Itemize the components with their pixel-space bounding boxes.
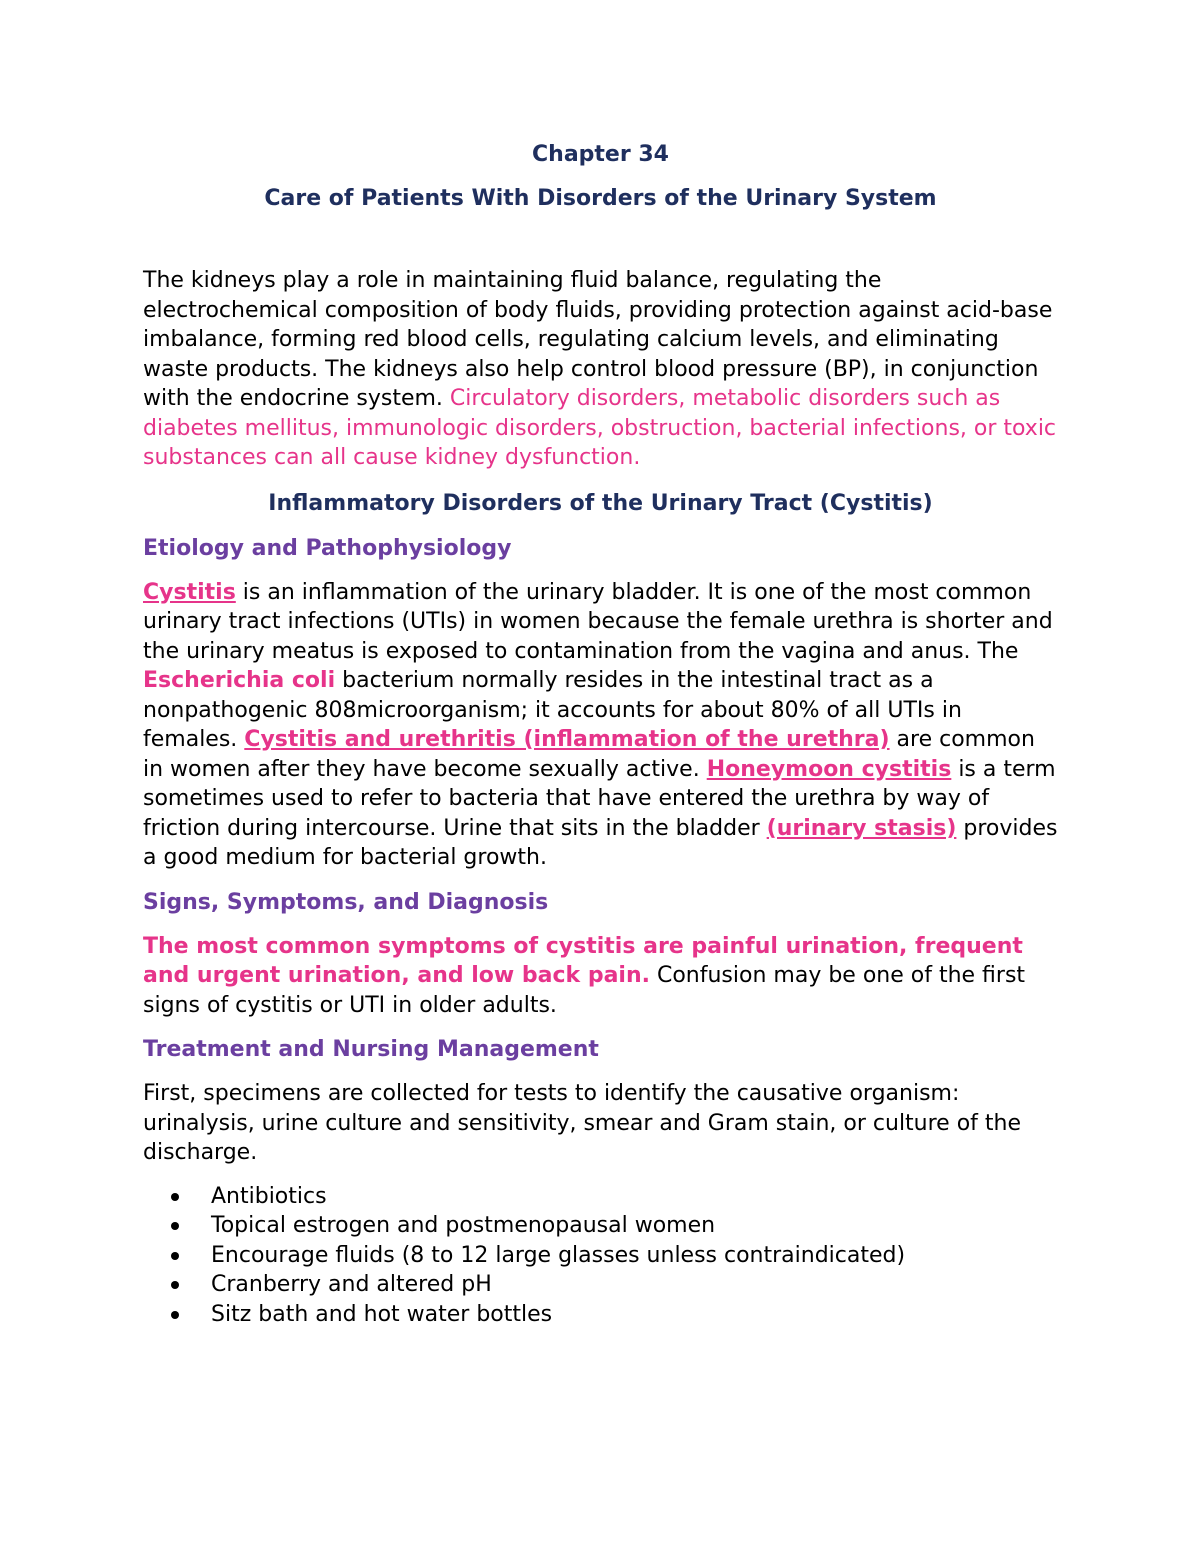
intro-highlight: Circulatory disorders, metabolic disorders such as diabetes mellitus, immunologic disorders, obstruction, bacterial infections, or toxic substances can all cause kidney dysfunction. bbox=[143, 386, 1057, 470]
signs-text: Confusion may be one of the first signs of cystitis or UTI in older adults. bbox=[143, 963, 1026, 1018]
bullet-icon bbox=[171, 1193, 179, 1201]
term-urethritis: Cystitis and urethritis (inflammation of the urethra) bbox=[244, 727, 890, 752]
list-item bbox=[211, 1182, 1058, 1212]
etiology-paragraph bbox=[143, 578, 1058, 873]
etiology-text-4: is a term sometimes used to refer to bacteria that have entered the urethra by way of friction during intercourse. Urine that sits in the bladder bbox=[143, 756, 1056, 841]
term-urinary-stasis: (urinary stasis) bbox=[766, 815, 957, 841]
list-item-label: Encourage fluids (8 to 12 large glasses unless contraindicated) bbox=[211, 1242, 906, 1268]
treatment-list bbox=[143, 1182, 1058, 1330]
signs-paragraph bbox=[143, 932, 1058, 1021]
bullet-icon bbox=[171, 1311, 179, 1319]
intro-paragraph bbox=[143, 266, 1058, 473]
etiology-text-1: is an inflammation of the urinary bladder. It is one of the most common urinary tract infections (UTIs) in women because the female urethra is shorter and the urinary meatus is exposed to contamination from the vagina and anus. The bbox=[143, 579, 1053, 664]
etiology-text-5: provides a good medium for bacterial growth. bbox=[143, 815, 1058, 870]
bullet-icon bbox=[171, 1281, 179, 1289]
section-heading: Inflammatory Disorders of the Urinary Tract (Cystitis) bbox=[268, 490, 933, 516]
etiology-text-2: bacterium normally resides in the intestinal tract as a nonpathogenic 808microorganism; it accounts for about 80% of all UTIs in females. bbox=[143, 668, 962, 752]
term-honeymoon-cystitis: Honeymoon cystitis bbox=[706, 756, 952, 782]
document-page bbox=[143, 138, 1058, 1329]
list-item bbox=[211, 1300, 1058, 1330]
term-cystitis: Cystitis bbox=[143, 579, 236, 605]
treatment-paragraph: First, specimens are collected for tests to identify the causative organism: urinalysis, urine culture and sensitivity, smear and Gram stain, or culture of the discharge. bbox=[143, 1081, 1022, 1165]
etiology-text-3: are common in women after they have become sexually active. bbox=[143, 727, 1035, 782]
list-item bbox=[211, 1211, 1058, 1241]
list-item-label: Cranberry and altered pH bbox=[211, 1272, 492, 1297]
signs-heading: Signs, Symptoms, and Diagnosis bbox=[143, 889, 549, 915]
list-item-label: Sitz bath and hot water bottles bbox=[211, 1301, 553, 1327]
bullet-icon bbox=[171, 1252, 179, 1260]
intro-text: The kidneys play a role in maintaining fluid balance, regulating the electrochemical composition of body fluids, providing protection against acid-base imbalance, forming red blood cells, regulating calcium levels, and eliminating waste products. The kidneys also help control blood pressure (BP), in conjunction with the endocrine system. bbox=[143, 268, 1053, 411]
list-item bbox=[211, 1241, 1058, 1271]
chapter-title: Chapter 34 bbox=[532, 142, 669, 167]
chapter-subtitle: Care of Patients With Disorders of the Urinary System bbox=[264, 186, 937, 211]
term-ecoli: Escherichia coli bbox=[143, 668, 336, 693]
list-item-label: Antibiotics bbox=[211, 1183, 327, 1209]
bullet-icon bbox=[171, 1222, 179, 1230]
list-item-label: Topical estrogen and postmenopausal women bbox=[211, 1213, 716, 1238]
signs-highlight: The most common symptoms of cystitis are painful urination, frequent and urgent urination, and low back pain. bbox=[143, 933, 1023, 988]
list-item bbox=[211, 1270, 1058, 1300]
etiology-heading: Etiology and Pathophysiology bbox=[143, 535, 512, 561]
treatment-heading: Treatment and Nursing Management bbox=[143, 1037, 599, 1062]
